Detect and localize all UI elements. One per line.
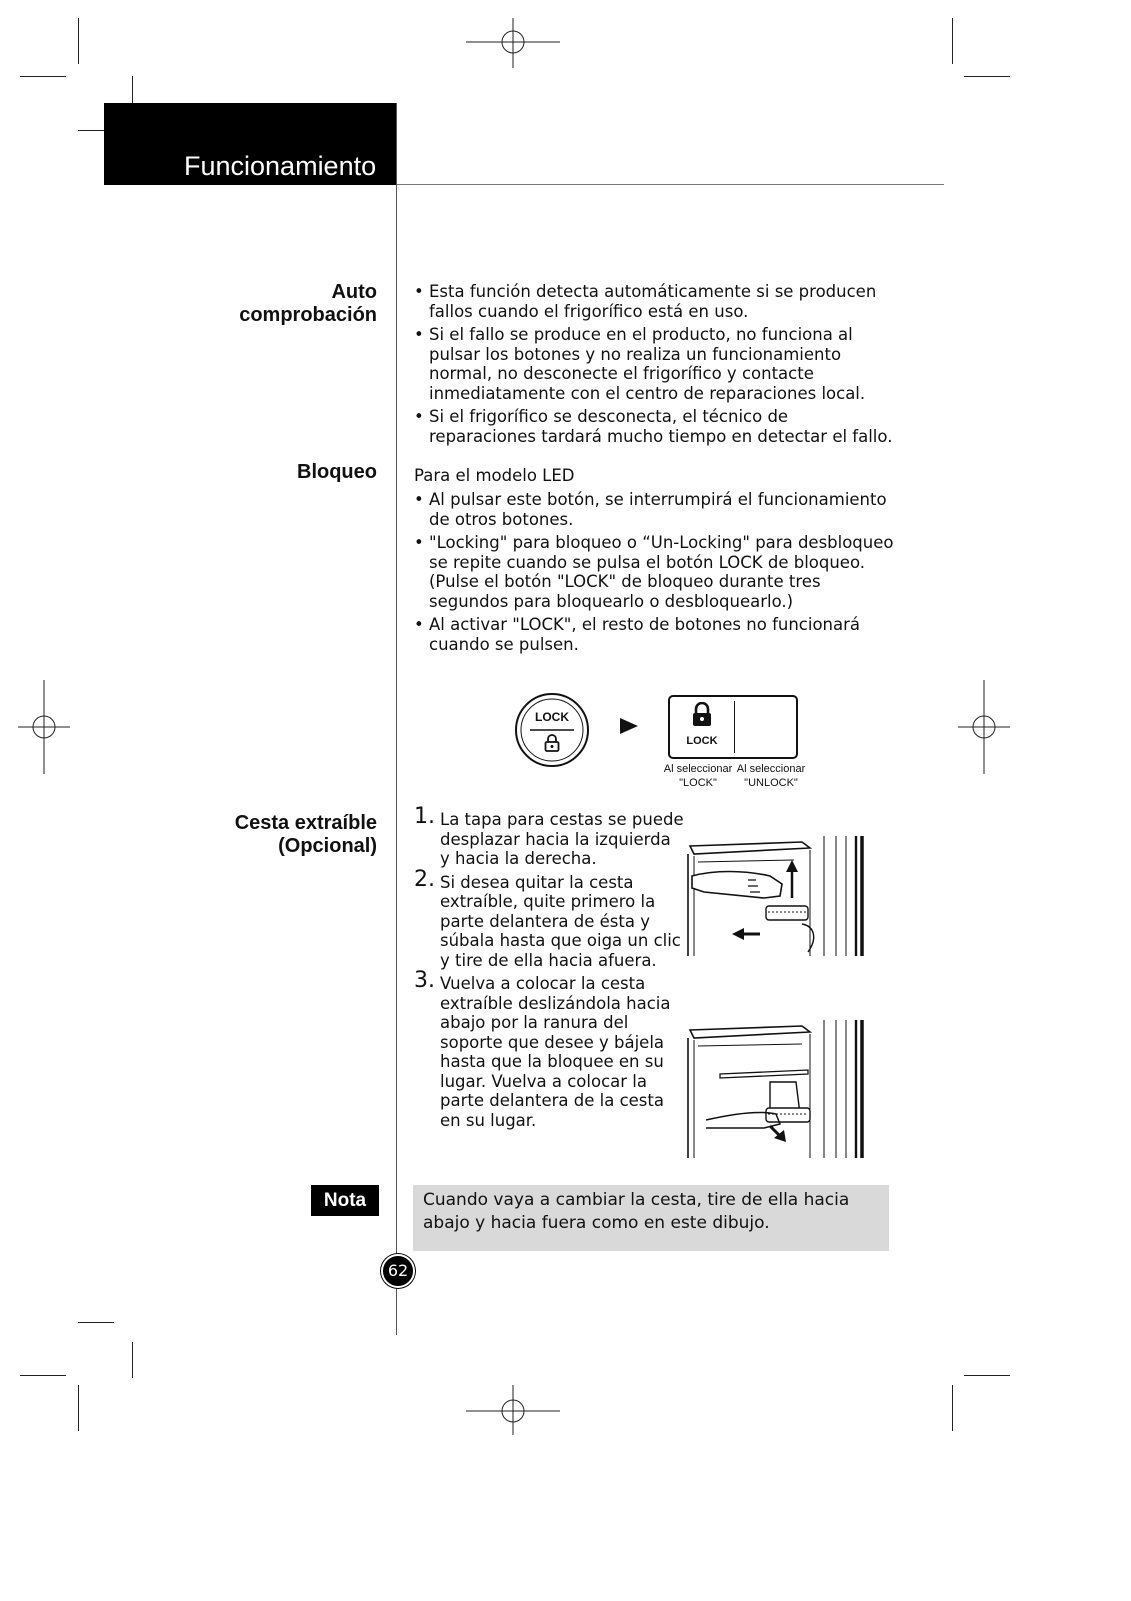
cesta-steps: [414, 804, 684, 1130]
list-item: 3. Vuelva a colocar la cesta extraíble deslizándola hacia abajo por la ranura del soporte que desee y bájela hasta que la bloquee en su lugar. Vuelva a colocar la parte delantera de la cesta en su lugar.: [414, 968, 671, 1130]
heading-bloqueo: Bloqueo: [297, 461, 377, 483]
arrow-right-icon: [620, 718, 638, 734]
basket-lift-illustration: [684, 826, 874, 958]
bloqueo-bullet-list: [414, 490, 894, 658]
caption-lock: Al seleccionar "LOCK": [663, 763, 733, 789]
note-text: Cuando vaya a cambiar la cesta, tire de ella hacia abajo y hacia fuera como en este dibujo.: [413, 1185, 889, 1251]
registration-mark-bottom: [466, 1385, 560, 1435]
list-item: • Si el frigorífico se desconecta, el técnico de reparaciones tardará mucho tiempo en detectar el fallo.: [414, 407, 894, 446]
registration-mark-top: [466, 18, 560, 68]
list-item: • Esta función detecta automáticamente si se producen fallos cuando el frigorífico está en uso.: [414, 282, 894, 321]
column-divider: [396, 103, 397, 1335]
lock-panel-illustration: [668, 695, 798, 759]
page-title: Funcionamiento: [184, 151, 377, 181]
list-item: • Al pulsar este botón, se interrumpirá el funcionamiento de otros botones.: [414, 490, 894, 529]
padlock-icon: [690, 702, 714, 728]
list-item: • Si el fallo se produce en el producto, no funciona al pulsar los botones y no realiza un funcionamiento normal, no desconecte el frigorífico y contacte inmediatamente con el centro de reparaciones local.: [414, 325, 894, 403]
lock-button-label: LOCK: [535, 710, 569, 724]
registration-mark-right: [958, 680, 1010, 774]
list-item: • Al activar "LOCK", el resto de botones no funcionará cuando se pulsen.: [414, 615, 894, 654]
basket-insert-illustration: [684, 1010, 874, 1160]
registration-mark-left: [18, 680, 70, 774]
auto-bullet-list: [414, 282, 894, 450]
header-rule: [396, 184, 944, 185]
heading-auto-comprobacion: Auto comprobación: [239, 281, 377, 326]
list-item: 2. Si desea quitar la cesta extraíble, quite primero la parte delantera de ésta y súbala hasta que oiga un clic y tire de ella hacia afuera.: [414, 866, 681, 970]
heading-cesta-extraible: Cesta extraíble (Opcional): [234, 812, 377, 857]
list-item: • "Locking" para bloqueo o “Un-Locking" para desbloqueo se repite cuando se pulsa el botón LOCK de bloqueo. (Pulse el botón "LOCK" de bloqueo durante tres segundos para bloquearlo o desbloquearlo.): [414, 533, 894, 611]
section-title-block: [104, 103, 396, 185]
page-number: 62: [381, 1254, 415, 1288]
padlock-icon: [543, 734, 561, 752]
lock-panel-label: LOCK: [686, 735, 718, 747]
subheading-led-model: Para el modelo LED: [414, 466, 575, 485]
note-badge: Nota: [311, 1185, 379, 1216]
lock-button-illustration: [514, 692, 590, 768]
caption-unlock: Al seleccionar "UNLOCK": [736, 763, 806, 789]
list-item: 1. La tapa para cestas se puede desplazar hacia la izquierda y hacia la derecha.: [414, 804, 684, 868]
